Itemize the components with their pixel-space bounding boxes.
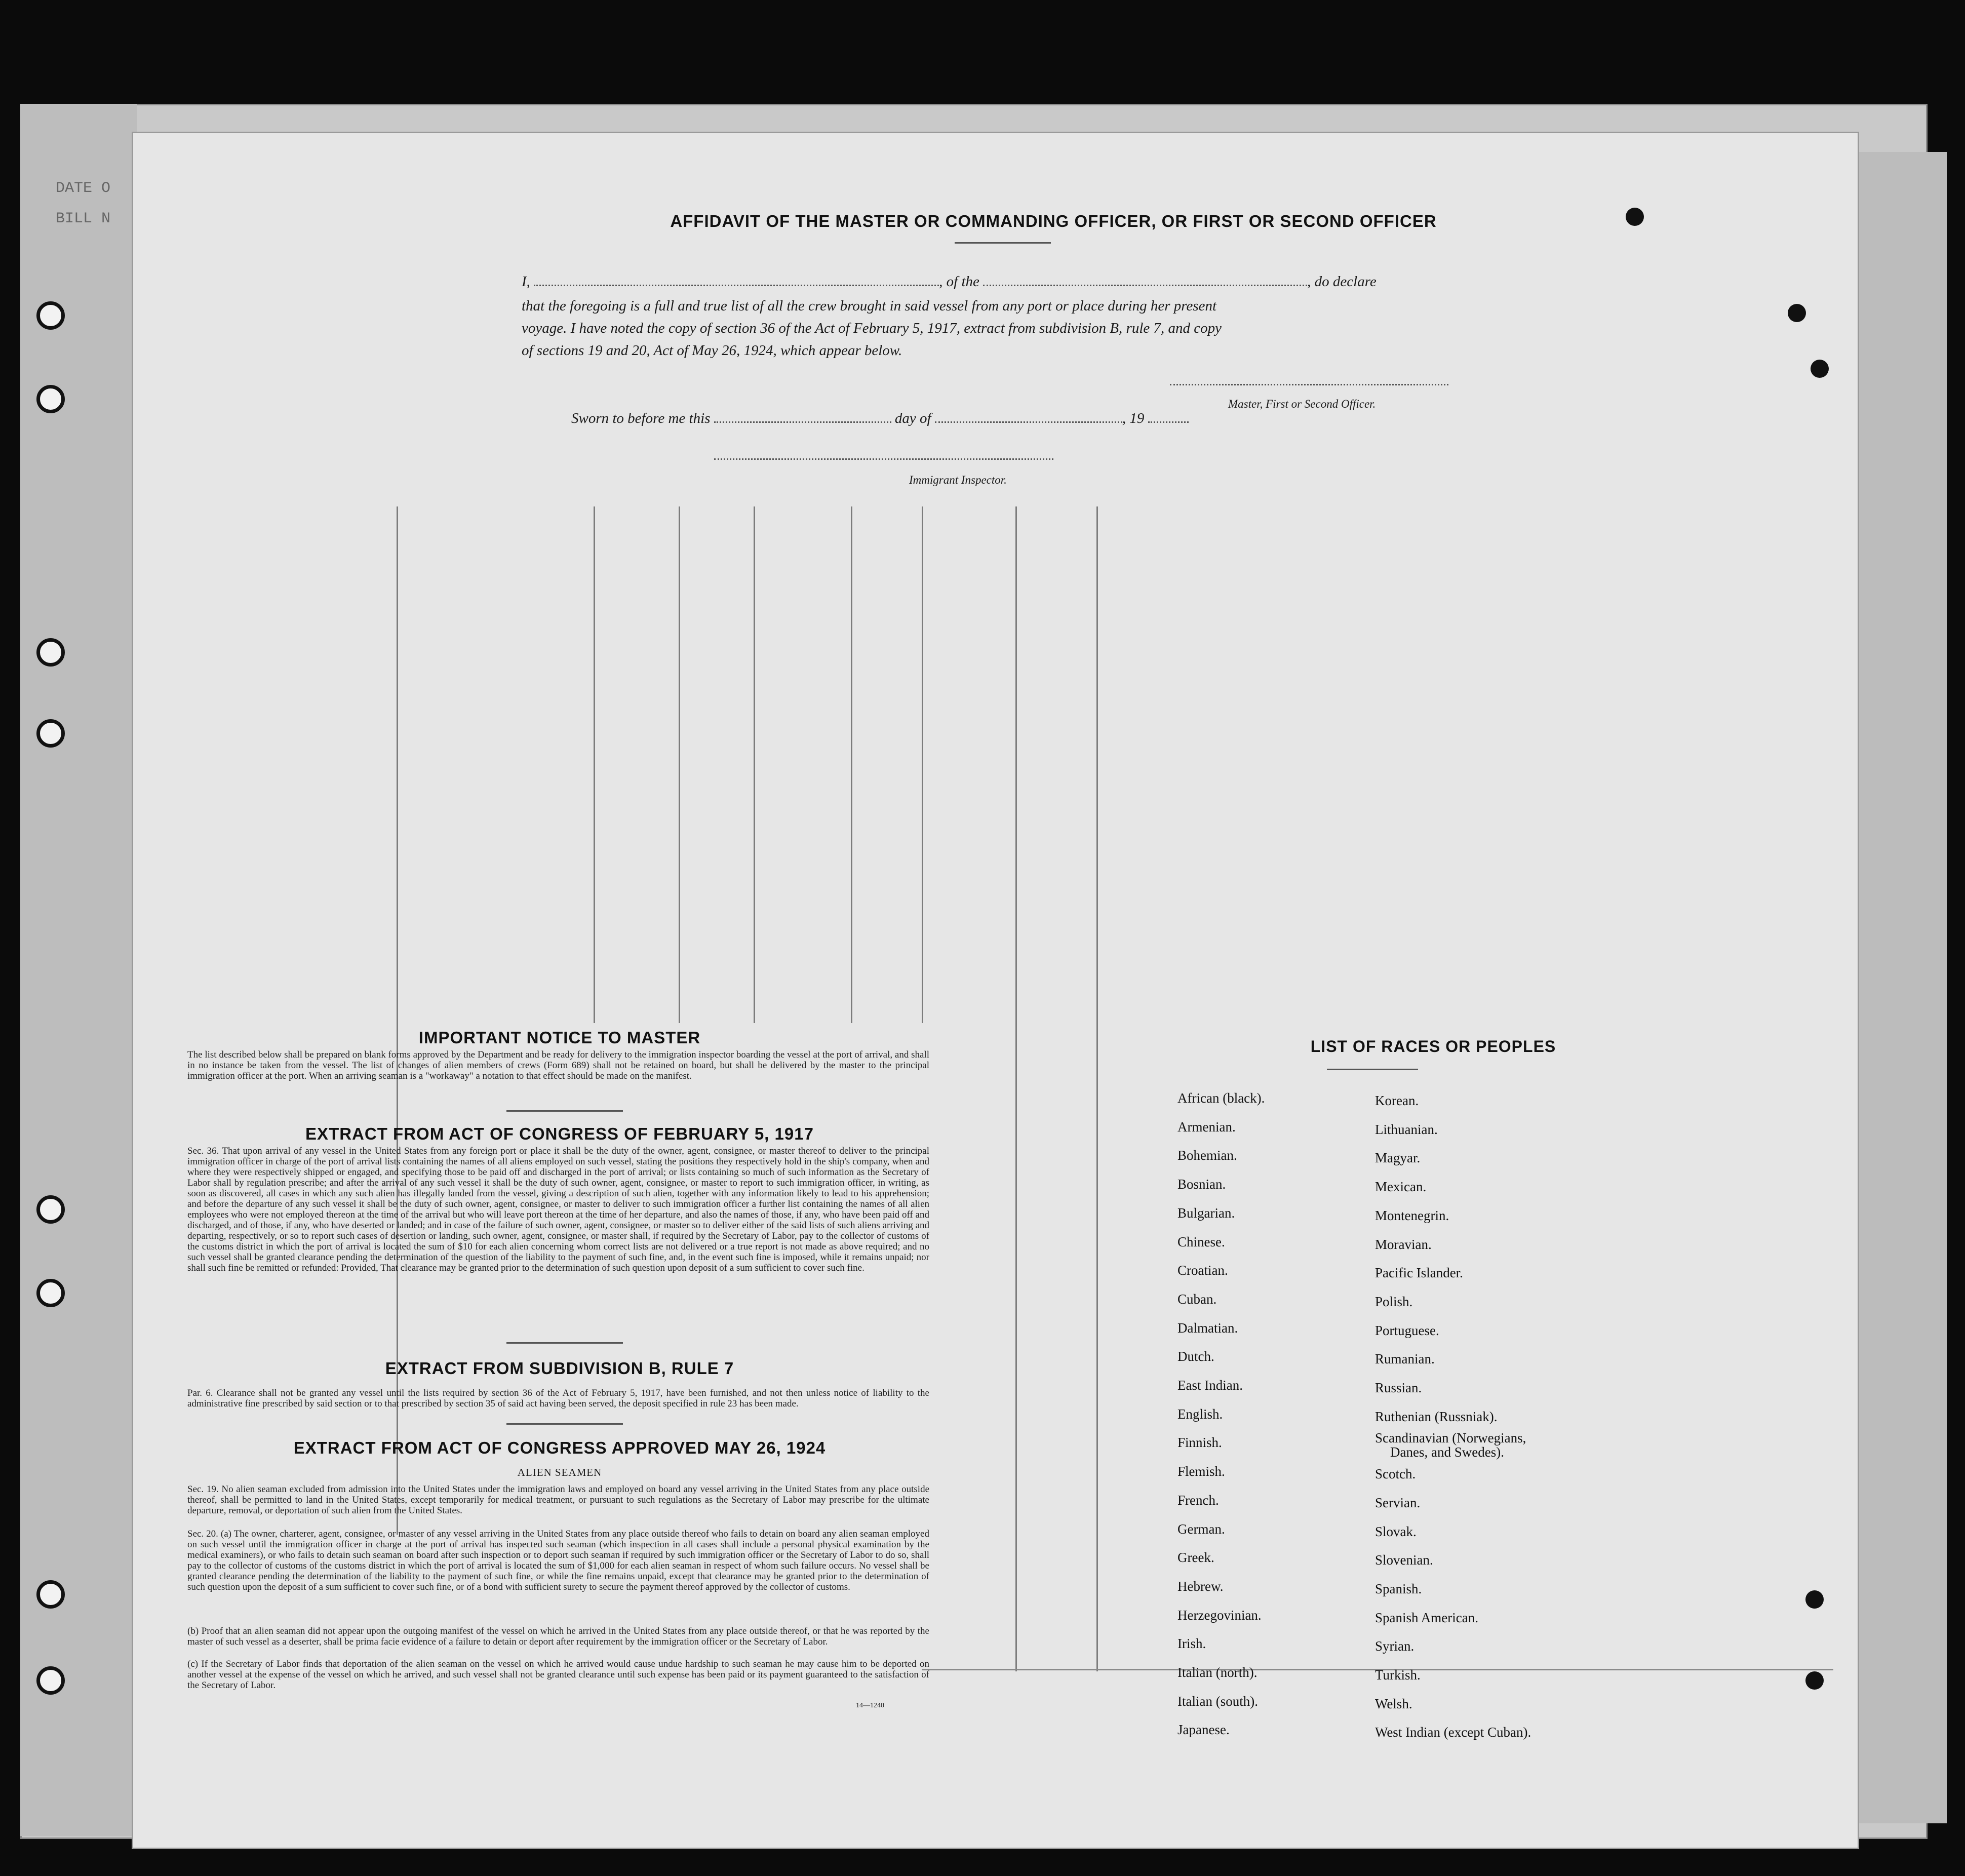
race-item: Turkish.	[1375, 1667, 1421, 1683]
race-item: Armenian.	[1177, 1119, 1236, 1135]
punch-hole-icon	[36, 301, 65, 330]
column-rule	[754, 506, 755, 1023]
punch-hole-icon	[36, 638, 65, 667]
race-item	[1375, 1431, 1531, 1460]
race-item: Irish.	[1177, 1636, 1206, 1652]
punch-hole-icon	[1805, 1671, 1824, 1690]
race-item: Syrian.	[1375, 1638, 1414, 1654]
year-label: , 19	[1122, 410, 1145, 426]
race-item: English.	[1177, 1406, 1223, 1422]
races-heading: LIST OF RACES OR PEOPLES	[1310, 1037, 1556, 1056]
race-item: Italian (south).	[1177, 1693, 1258, 1709]
race-item: Herzegovinian.	[1177, 1607, 1262, 1623]
sec20a-body: Sec. 20. (a) The owner, charterer, agent, consignee, or master of any vessel arriving in the United States from any place outside thereof who fails to detain on board any alien seaman employed on such vessel until the immigration officer in charge at the port of arrival has inspected such seaman (which inspection in all cases shall include a personal physical examination by the medical examiners), or who fails to detain such seaman on board after such inspection or to deport such seaman if required by such immigration officer or the Secretary of Labor to do so, shall pay to the collector of customs of the customs district in which the port of arrival is located the sum of $1,000 for each alien seaman in respect of whom such failure occurs. No vessel shall be granted clearance pending the determination of the liability to the payment of such fine, or while the fine remains unpaid, except that clearance may be granted prior to the determination of such question upon the deposit of a sum sufficient to cover such fine, or of a bond with sufficient surety to secure the payment thereof approved by the collector of customs.	[187, 1529, 929, 1592]
underlying-label-date: DATE O	[56, 180, 111, 197]
underlying-label-bill: BILL N	[56, 210, 111, 227]
race-item: Polish.	[1375, 1294, 1413, 1309]
alien-seamen-subheading: ALIEN SEAMEN	[517, 1466, 602, 1478]
sworn-label: Sworn to before me this	[571, 410, 711, 426]
race-item: Rumanian.	[1375, 1351, 1435, 1367]
race-item: West Indian (except Cuban).	[1375, 1725, 1531, 1740]
rule7-body: Par. 6. Clearance shall not be granted any vessel until the lists required by section 36 of the Act of February 5, 1917, have been furnished, and not then unless notice of liability to the administrative fine prescribed by said section or to that prescribed by section 35 of said act having been served, the deposit specified in rule 23 has been made.	[187, 1388, 929, 1409]
race-item: Bohemian.	[1177, 1148, 1237, 1163]
extract-1917-body: Sec. 36. That upon arrival of any vessel in the United States from any foreign port or place it shall be the duty of the owner, agent, consignee, or master thereof to deliver to the principal immigration officer in charge of the port of arrival lists containing the names of all aliens employed on such vessel, stating the positions they respectively hold in the ship's company, when and where they were respectively shipped or engaged, and specifying those to be paid off and discharged in the port of arrival; or lists containing so much of such information as the Secretary of Labor shall by regulation prescribe; and after the arrival of any such vessel it shall be the duty of such owner, agent, consignee, or master to report to such immigration officer, in writing, as soon as discovered, all cases in which any such alien has illegally landed from the vessel, giving a description of such alien, together with any information likely to lead to his apprehension; and before the departure of any such vessel it shall be the duty of such owner, agent, consignee, or master to deliver to such immigration officer a further list containing the names of all alien employees who were not employed thereon at the time of the arrival but who will leave port thereon at the time of her departure, and also the names of those, if any, who have been paid off and discharged, and of those, if any, who have deserted or landed; and in case of the failure of such owner, agent, consignee, or master so to deliver either of the said lists of such aliens arriving and departing, respectively, or so to report such cases of desertion or landing, such owner, agent, consignee, or master shall, if required by the Secretary of Labor, pay to the collector of customs of the customs district in which the port of arrival is located the sum of $10 for each alien concerning whom correct lists are not delivered or a true report is not made as above required; and no such vessel shall be granted clearance pending the determination of the question of the liability to the payment of such fine, and, in the event such fine is imposed, while it remains unpaid; nor shall such fine be remitted or refunded: Provided, That clearance may be granted prior to the determination of such question upon deposit of a sum sufficient to cover such fine.	[187, 1146, 929, 1273]
races-divider	[1327, 1069, 1418, 1070]
race-item: Greek.	[1177, 1550, 1214, 1566]
race-item-scandinavian-cont: Danes, and Swedes).	[1390, 1444, 1504, 1460]
race-item: Flemish.	[1177, 1464, 1225, 1479]
extract-1917-heading: EXTRACT FROM ACT OF CONGRESS OF FEBRUARY 5, 1917	[305, 1124, 814, 1143]
race-item: Japanese.	[1177, 1722, 1230, 1738]
extract-1924-heading: EXTRACT FROM ACT OF CONGRESS APPROVED MAY 26, 1924	[293, 1438, 826, 1457]
race-item: Mexican.	[1375, 1179, 1427, 1195]
race-item: Chinese.	[1177, 1234, 1225, 1249]
race-item: Pacific Islander.	[1375, 1265, 1463, 1281]
column-rule	[594, 506, 595, 1023]
column-rule	[397, 506, 398, 1535]
race-item: French.	[1177, 1492, 1219, 1508]
punch-hole-icon	[1805, 1590, 1824, 1609]
section-divider	[506, 1110, 623, 1112]
punch-hole-icon	[1811, 360, 1829, 378]
vessel-name-field[interactable]	[983, 285, 1307, 286]
race-item: Bosnian.	[1177, 1177, 1226, 1192]
column-rule	[1096, 506, 1098, 1671]
race-item: Scotch.	[1375, 1466, 1416, 1482]
race-item: Slovak.	[1375, 1523, 1417, 1539]
races-column-1	[1177, 1084, 1265, 1744]
affidavit-line-1	[522, 273, 1484, 290]
column-rule	[1015, 506, 1017, 1671]
of-the-label: , of the	[939, 273, 979, 290]
race-item: Bulgarian.	[1177, 1205, 1235, 1221]
race-item: African (black).	[1177, 1090, 1265, 1106]
punch-hole-icon	[36, 1195, 65, 1224]
sworn-line	[571, 410, 1280, 427]
notice-body: The list described below shall be prepared on blank forms approved by the Department and be ready for delivery to the immigration inspector boarding the vessel at the port of arrival, and shall in no instance be taken from the vessel. The list of changes of alien members of crews (Form 689) shall not be retained on board, but shall be delivered by the master to the principal immigration officer at the port. When an arriving seaman is a "workaway" a notation to that effect should be made on the manifest.	[187, 1049, 929, 1081]
sworn-month-field[interactable]	[935, 421, 1122, 423]
punch-hole-icon	[36, 385, 65, 413]
punch-hole-icon	[36, 1279, 65, 1307]
sec20b-body: (b) Proof that an alien seaman did not appear upon the outgoing manifest of the vessel on which he arrived in the United States from any place outside thereof, or that he was reported by the master of such vessel as a deserter, shall be prima facie evidence of a failure to detain or deport after requirement by the immigration officer or the Secretary of Labor.	[187, 1626, 929, 1647]
punch-hole-icon	[1788, 304, 1806, 322]
master-signature-field[interactable]	[1170, 384, 1448, 385]
i-label: I,	[522, 273, 530, 290]
affidavit-heading: AFFIDAVIT OF THE MASTER OR COMMANDING OFFICER, OR FIRST OR SECOND OFFICER	[670, 212, 1437, 230]
day-of-label: day of	[894, 410, 931, 426]
race-item: Croatian.	[1177, 1263, 1228, 1278]
race-item: Russian.	[1375, 1380, 1422, 1396]
race-item: Moravian.	[1375, 1236, 1432, 1252]
race-item: Montenegrin.	[1375, 1207, 1449, 1223]
column-rule	[851, 506, 852, 1023]
rule7-heading: EXTRACT FROM SUBDIVISION B, RULE 7	[385, 1359, 734, 1378]
form-number: 14—1240	[856, 1702, 884, 1709]
affidavit-line-3: voyage. I have noted the copy of section 36 of the Act of February 5, 1917, extract from subdivision B, rule 7, and copy	[522, 320, 1222, 336]
race-item: Welsh.	[1375, 1696, 1412, 1711]
underlying-sheet-left-margin	[20, 104, 137, 1836]
race-item: German.	[1177, 1521, 1225, 1537]
race-item: Korean.	[1375, 1093, 1419, 1108]
inspector-caption: Immigrant Inspector.	[909, 474, 1007, 486]
race-item: Portuguese.	[1375, 1322, 1439, 1338]
race-item: Spanish.	[1375, 1581, 1422, 1596]
races-column-2	[1375, 1086, 1531, 1747]
section-divider	[506, 1342, 623, 1344]
race-item: Spanish American.	[1375, 1610, 1478, 1625]
punch-hole-icon	[36, 719, 65, 748]
race-item: Dutch.	[1177, 1349, 1214, 1364]
column-rule	[679, 506, 680, 1023]
affidavit-line-4: of sections 19 and 20, Act of May 26, 1924, which appear below.	[522, 342, 902, 359]
race-item-scandinavian: Scandinavian (Norwegians,	[1375, 1430, 1526, 1446]
race-item: East Indian.	[1177, 1378, 1243, 1393]
master-caption: Master, First or Second Officer.	[1228, 398, 1376, 410]
race-item: Ruthenian (Russniak).	[1375, 1409, 1498, 1424]
race-item: Hebrew.	[1177, 1578, 1224, 1594]
race-item: Magyar.	[1375, 1150, 1421, 1166]
sec19-body: Sec. 19. No alien seaman excluded from admission into the United States under the immigration laws and employed on board any vessel arriving in the United States from any place outside thereof, shall be permitted to land in the United States, except temporarily for medical treatment, or pursuant to such regulations as the Secretary of Labor may prescribe for the ultimate departure, removal, or deportation of such alien from the United States.	[187, 1484, 929, 1516]
punch-hole-icon	[36, 1666, 65, 1695]
punch-hole-icon	[36, 1580, 65, 1609]
sworn-day-field[interactable]	[714, 421, 891, 423]
sec20c-body: (c) If the Secretary of Labor finds that deportation of the alien seaman on the vessel on which he arrived would cause undue hardship to such seaman he may cause him to be deported on another vessel at the expense of the vessel on which he arrived, and such vessel shall not be granted clearance until such expense has been paid or its payment guaranteed to the satisfaction of the Secretary of Labor.	[187, 1659, 929, 1691]
do-declare-label: , do declare	[1307, 273, 1377, 290]
affidavit-line-2: that the foregoing is a full and true list of all the crew brought in said vessel from any port or place during her present	[522, 298, 1217, 314]
race-item: Servian.	[1375, 1495, 1421, 1510]
race-item: Finnish.	[1177, 1435, 1222, 1451]
inspector-signature-field[interactable]	[714, 458, 1053, 460]
race-item: Cuban.	[1177, 1291, 1217, 1307]
sworn-year-field[interactable]	[1148, 421, 1189, 423]
race-item: Italian (north).	[1177, 1665, 1257, 1680]
column-rule	[922, 506, 923, 1023]
heading-divider	[955, 242, 1051, 244]
section-divider	[506, 1423, 623, 1425]
race-item: Slovenian.	[1375, 1552, 1433, 1568]
officer-name-field[interactable]	[534, 285, 939, 286]
race-item: Lithuanian.	[1375, 1121, 1438, 1137]
race-item: Dalmatian.	[1177, 1320, 1238, 1336]
notice-heading: IMPORTANT NOTICE TO MASTER	[418, 1028, 701, 1047]
